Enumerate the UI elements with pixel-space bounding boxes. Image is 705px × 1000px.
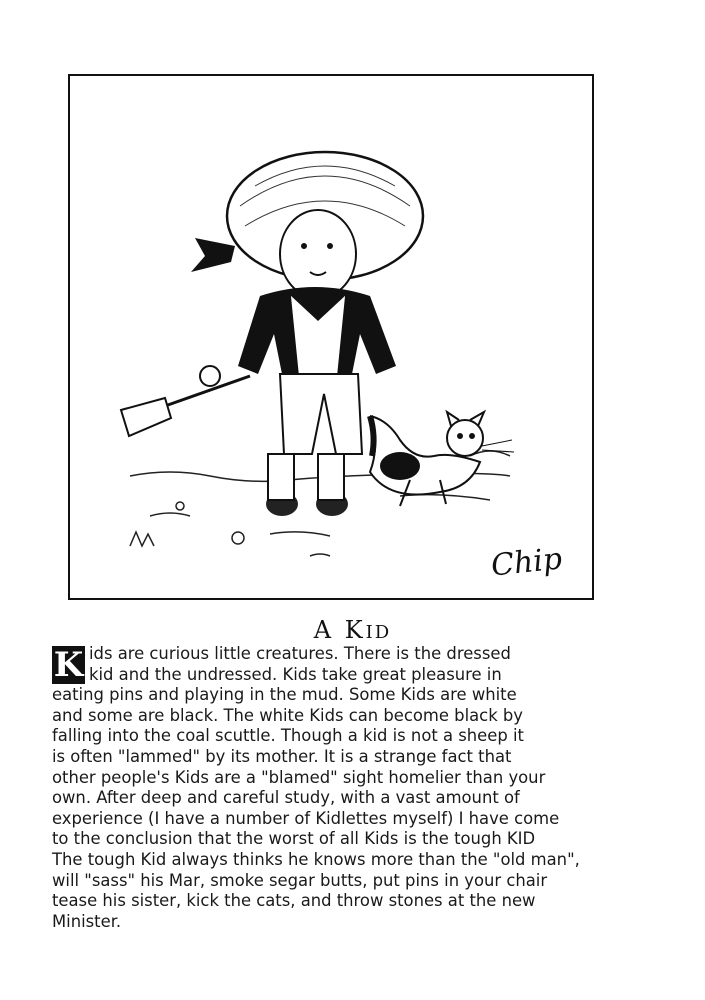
text-line: tease his sister, kick the cats, and throw stones at the new xyxy=(52,891,536,911)
text-line: ids are curious little creatures. There is the dressed xyxy=(89,644,511,663)
kid-with-cat-illustration xyxy=(70,76,592,598)
text-line: Minister. xyxy=(52,911,122,931)
artist-signature: Chip xyxy=(489,541,564,584)
text-line: eating pins and playing in the mud. Some Kids are white xyxy=(52,685,517,705)
cat xyxy=(370,412,514,506)
hat-ribbon xyxy=(191,238,235,272)
page-title: A KID xyxy=(313,616,392,644)
text-line: will "sass" his Mar, smoke segar butts, put pins in your chair xyxy=(52,870,548,890)
drop-cap: K xyxy=(53,645,84,685)
text-line: own. After deep and careful study, with a vast amount of xyxy=(52,788,520,808)
text-line: kid and the undressed. Kids take great pleasure in xyxy=(89,664,502,684)
kid-trousers xyxy=(280,374,362,454)
text-line: falling into the coal scuttle. Though a kid is not a sheep it xyxy=(52,726,524,746)
text-line: to the conclusion that the worst of all Kids is the tough KID xyxy=(52,829,536,849)
illustration-frame xyxy=(68,74,594,600)
text-line: The tough Kid always thinks he knows more than the "old man", xyxy=(52,849,580,869)
text-line: other people's Kids are a "blamed" sight homelier than your xyxy=(52,767,546,787)
text-line: is often "lammed" by its mother. It is a strange fact that xyxy=(52,746,512,766)
article-body xyxy=(52,644,618,932)
kid-head xyxy=(280,210,356,298)
shovel xyxy=(121,366,250,436)
text-line: and some are black. The white Kids can become black by xyxy=(52,705,523,725)
text-line: experience (I have a number of Kidlettes myself) I have come xyxy=(52,808,560,828)
